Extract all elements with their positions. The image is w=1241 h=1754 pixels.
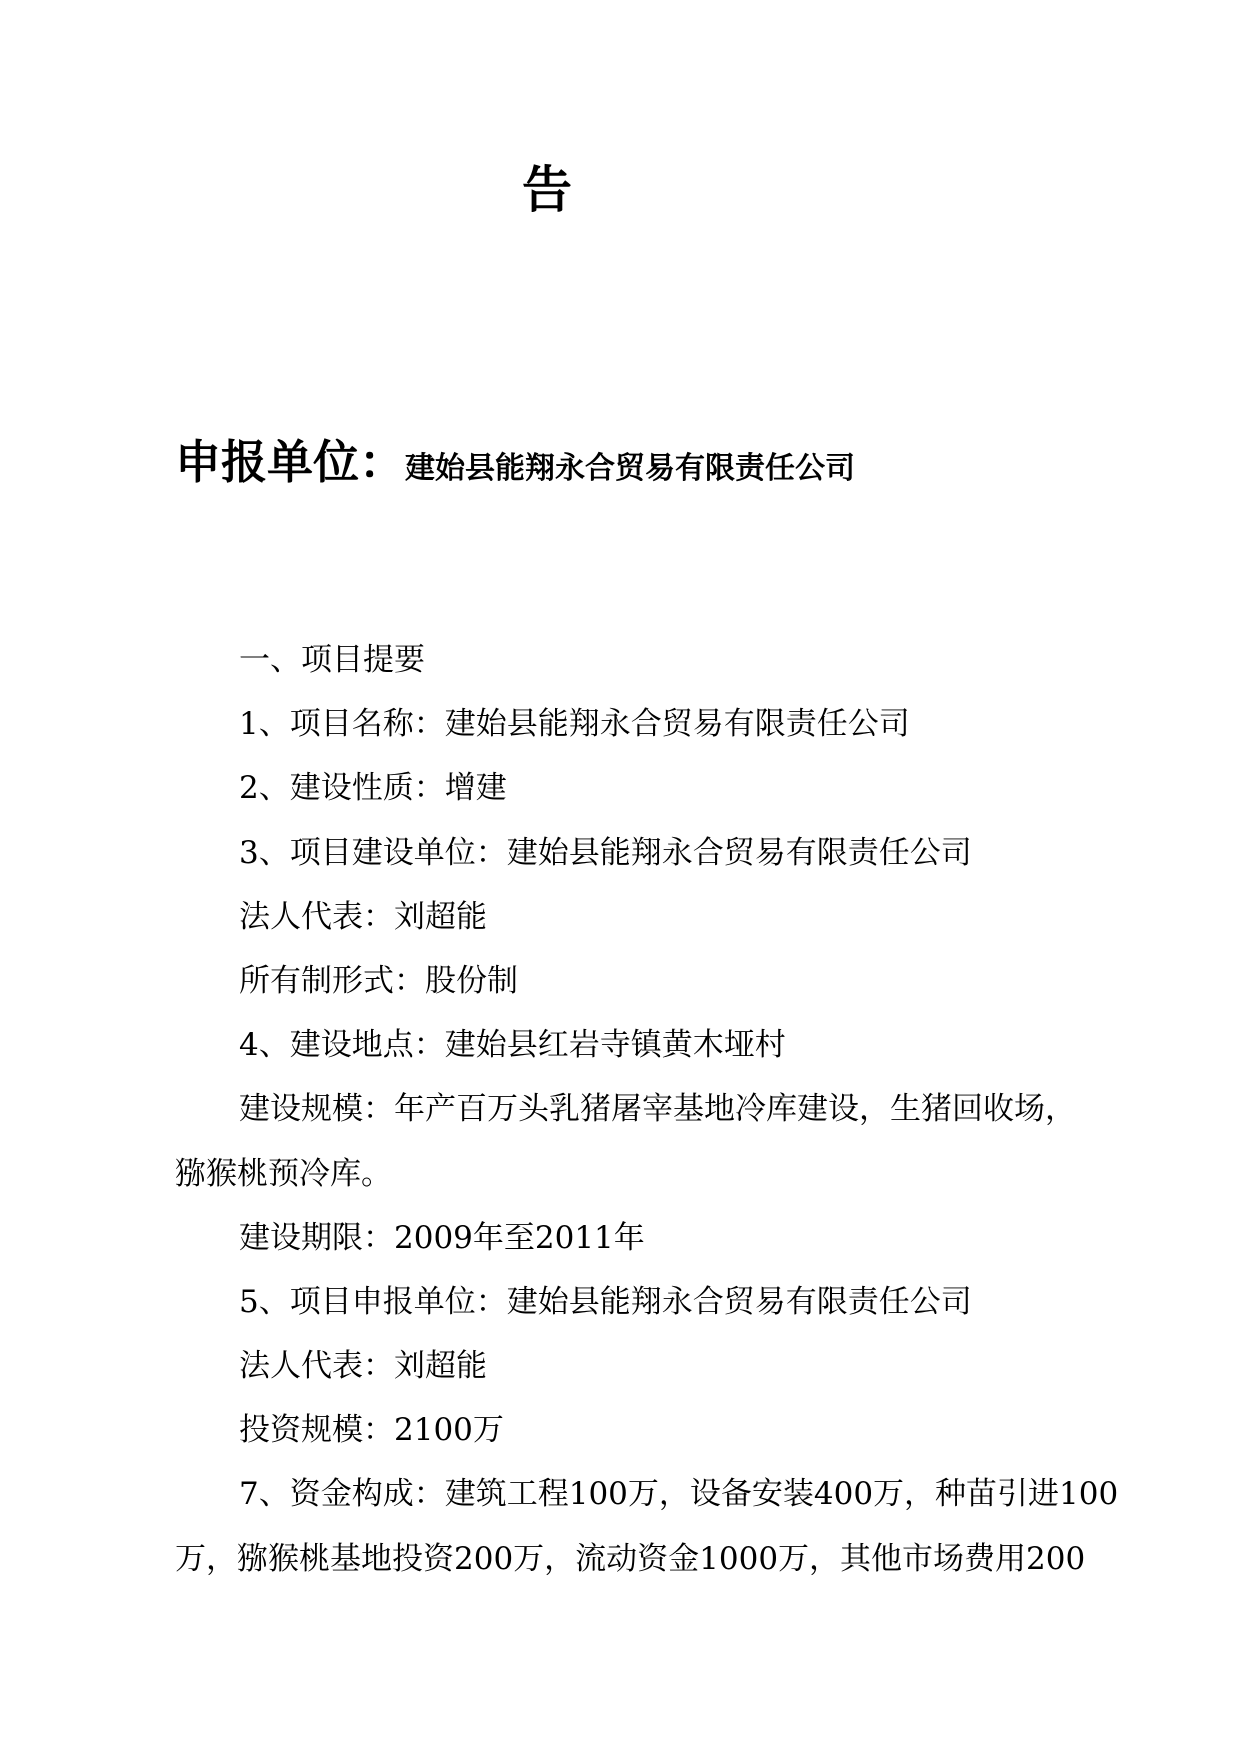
legal-representative-line: 法人代表：刘超能	[239, 898, 487, 935]
construction-period-line: 建设期限：2009年至2011年	[239, 1219, 645, 1256]
applicant-unit-line: 5、项目申报单位：建始县能翔永合贸易有限责任公司	[239, 1283, 972, 1320]
construction-scale-continuation: 猕猴桃预冷库。	[175, 1155, 392, 1192]
construction-nature-line: 2、建设性质：增建	[239, 770, 507, 807]
document-body	[175, 628, 1135, 1591]
applicant-line	[175, 432, 855, 503]
ownership-line: 所有制形式：股份制	[239, 962, 518, 999]
applicant-label: 申报单位：	[175, 435, 405, 489]
construction-site-line: 4、建设地点：建始县红岩寺镇黄木垭村	[239, 1027, 786, 1064]
section-heading: 一、项目提要	[239, 642, 425, 678]
construction-scale-line: 建设规模：年产百万头乳猪屠宰基地冷库建设，生猪回收场，	[239, 1091, 1076, 1128]
capital-structure-line: 7、资金构成：建筑工程100万，设备安装400万，种苗引进100	[239, 1476, 1119, 1513]
document-title-char: 告	[522, 160, 572, 219]
capital-structure-continuation: 万，猕猴桃基地投资200万，流动资金1000万，其他市场费用200	[175, 1540, 1086, 1577]
legal-representative-line-2: 法人代表：刘超能	[239, 1348, 487, 1385]
investment-scale-line: 投资规模：2100万	[239, 1412, 504, 1449]
project-name-line: 1、项目名称：建始县能翔永合贸易有限责任公司	[239, 706, 910, 743]
applicant-value: 建始县能翔永合贸易有限责任公司	[405, 451, 855, 486]
construction-unit-line: 3、项目建设单位：建始县能翔永合贸易有限责任公司	[239, 834, 972, 871]
